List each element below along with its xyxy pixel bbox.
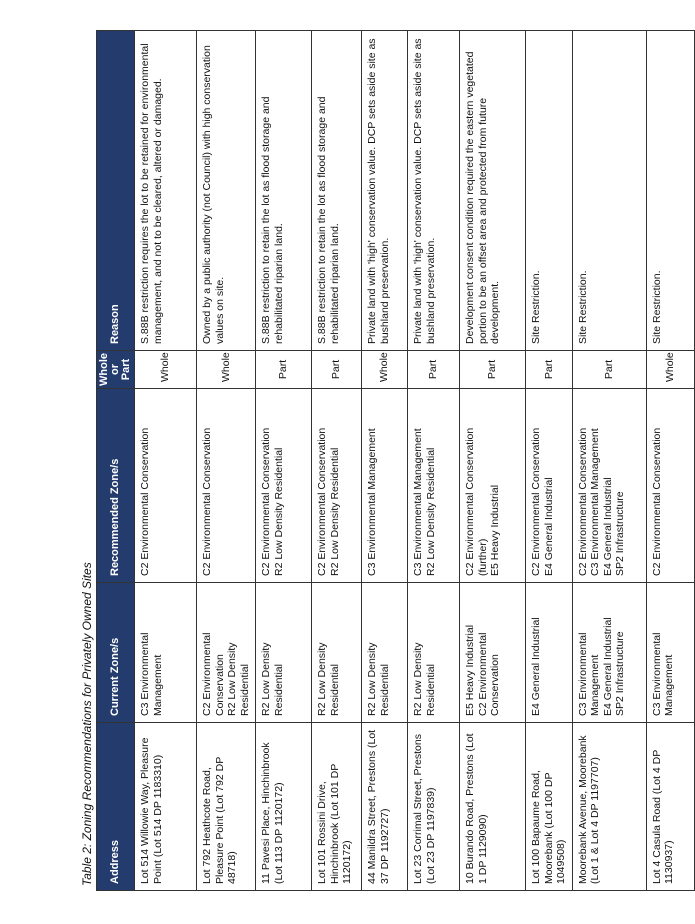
whole-or-part-cell: Part — [526, 351, 573, 389]
table-row — [362, 31, 408, 891]
address-cell: 44 Manildra Street, Prestons (Lot 37 DP 1192727) — [362, 723, 408, 891]
recommended-zones-cell — [197, 389, 256, 583]
zone-line: C3 Environmental Management — [576, 632, 601, 716]
reason-cell: Development consent condition required the eastern vegetated portion to be an offset area and protected from future development. — [460, 31, 526, 351]
current-zones-cell — [408, 583, 460, 723]
header-recommended-zones: Recommended Zone/s — [97, 389, 135, 583]
recommended-zones-cell — [256, 389, 312, 583]
zone-line: R2 Low Density Residential — [412, 642, 437, 716]
whole-or-part-cell: Whole — [646, 351, 694, 389]
zone-line: E4 General Industrial — [601, 617, 614, 716]
zoning-table — [96, 30, 695, 891]
zone-line: C2 Environmental Conservation (further) — [464, 427, 489, 576]
zone-line: C3 Environmental Management — [366, 428, 378, 576]
zone-line: C3 Environmental Management — [139, 632, 164, 716]
whole-or-part-cell: Whole — [135, 351, 197, 389]
header-whole-or-part — [97, 351, 135, 389]
table-caption: Table 2: Zoning Recommendations for Privately Owned Sites — [80, 562, 94, 886]
recommended-zones-cell — [572, 389, 646, 583]
current-zones-cell — [135, 583, 197, 723]
current-zones-cell — [572, 583, 646, 723]
whole-or-part-cell: Part — [572, 351, 646, 389]
reason-cell: Private land with 'high' conservation value. DCP sets aside site as bushland preservation. — [362, 31, 408, 351]
table-row — [646, 31, 694, 891]
current-zones-cell — [646, 583, 694, 723]
zone-line: C2 Environmental Conservation — [530, 427, 542, 576]
zone-line: C3 Environmental Management — [412, 428, 424, 576]
reason-cell: Private land with 'high' conservation value. DCP sets aside site as bushland preservation. — [408, 31, 460, 351]
zone-line: R2 Low Density Residential — [226, 642, 251, 716]
table-row — [312, 31, 362, 891]
zone-line: C3 Environmental Management — [589, 428, 601, 576]
reason-cell: Site Restriction. — [526, 31, 573, 351]
whole-or-part-cell: Part — [408, 351, 460, 389]
recommended-zones-cell — [362, 389, 408, 583]
zone-line: C3 Environmental Management — [650, 632, 675, 716]
address-cell: 10 Burando Road, Prestons (Lot 1 DP 1129090) — [460, 723, 526, 891]
address-cell: Moorebank Avenue, Moorebank (Lot 1 & Lot 4 DP 1197707) — [572, 723, 646, 891]
zone-line: E5 Heavy Industrial — [464, 624, 476, 716]
zone-line: C2 Environmental Conservation — [260, 427, 272, 576]
recommended-zones-cell — [526, 389, 573, 583]
recommended-zones-cell — [460, 389, 526, 583]
recommended-zones-cell — [312, 389, 362, 583]
zone-line: C2 Environmental Conservation — [476, 632, 501, 716]
current-zones-cell — [362, 583, 408, 723]
current-zones-cell — [460, 583, 526, 723]
recommended-zones-cell — [408, 389, 460, 583]
table-row — [197, 31, 256, 891]
reason-cell: S.88B restriction to retain the lot as flood storage and rehabilitated riparian land. — [256, 31, 312, 351]
zone-line: C2 Environmental Conservation — [201, 427, 213, 576]
recommended-zones-cell — [135, 389, 197, 583]
current-zones-cell — [256, 583, 312, 723]
whole-or-part-cell: Part — [312, 351, 362, 389]
table-row — [408, 31, 460, 891]
header-current-zones: Current Zone/s — [97, 583, 135, 723]
zone-line: C2 Environmental Conservation — [139, 427, 151, 576]
zone-line: SP2 Infrastructure — [614, 631, 626, 716]
zone-line: E4 General Industrial — [530, 617, 542, 716]
whole-or-part-cell: Part — [256, 351, 312, 389]
zone-line: R2 Low Density Residential — [260, 642, 285, 716]
header-part-line1: Whole or — [98, 353, 121, 386]
current-zones-cell — [526, 583, 573, 723]
reason-cell: S.88B restriction requires the lot to be retained for environmental management, and not to be cleared, altered or damaged. — [135, 31, 197, 351]
whole-or-part-cell: Whole — [362, 351, 408, 389]
table-row — [572, 31, 646, 891]
zone-line: SP2 Infrastructure — [614, 491, 626, 576]
table-row — [526, 31, 573, 891]
address-cell: Lot 792 Heathcote Road, Pleasure Point (Lot 792 DP 48718) — [197, 723, 256, 891]
table-body — [135, 31, 695, 891]
current-zones-cell — [312, 583, 362, 723]
zone-line: R2 Low Density Residential — [366, 642, 391, 716]
zone-line: E4 General Industrial — [601, 477, 614, 576]
zone-line: C2 Environmental Conservation — [201, 632, 226, 716]
address-cell: Lot 514 Willowie Way, Pleasure Point (Lot 514 DP 1183310) — [135, 723, 197, 891]
zone-line: E4 General Industrial — [542, 477, 555, 576]
address-cell: Lot 100 Bapaume Road, Moorebank (Lot 100 DP 1049508) — [526, 723, 573, 891]
zone-line: C2 Environmental Conservation — [316, 427, 328, 576]
reason-cell: Site Restriction. — [646, 31, 694, 351]
zone-line: C2 Environmental Conservation — [576, 427, 589, 576]
whole-or-part-cell: Part — [460, 351, 526, 389]
current-zones-cell — [197, 583, 256, 723]
zone-line: R2 Low Density Residential — [424, 447, 437, 576]
zone-line: C2 Environmental Conservation — [650, 427, 663, 576]
reason-cell: Owned by a public authority (not Council) with high conservation values on site. — [197, 31, 256, 351]
address-cell: Lot 101 Rossini Drive, Hinchinbrook (Lot 101 DP 1120172) — [312, 723, 362, 891]
table-header-row — [97, 31, 135, 891]
header-reason: Reason — [97, 31, 135, 351]
whole-or-part-cell: Whole — [197, 351, 256, 389]
table-row — [460, 31, 526, 891]
zone-line: R2 Low Density Residential — [328, 447, 341, 576]
header-address: Address — [97, 723, 135, 891]
header-part-line2: Part — [120, 358, 132, 381]
reason-cell: S.88B restriction to retain the lot as flood storage and rehabilitated riparian land. — [312, 31, 362, 351]
zone-line: R2 Low Density Residential — [272, 447, 285, 576]
zone-line: R2 Low Density Residential — [316, 642, 341, 716]
reason-cell: Site Restriction. — [572, 31, 646, 351]
table-row — [256, 31, 312, 891]
address-cell: Lot 23 Corrimal Street, Prestons (Lot 23 DP 1197839) — [408, 723, 460, 891]
recommended-zones-cell — [646, 389, 694, 583]
table-row — [135, 31, 197, 891]
address-cell: Lot 4 Casula Road (Lot 4 DP 1130937) — [646, 723, 694, 891]
address-cell: 11 Pavesi Place, Hinchinbrook (Lot 113 DP 1120172) — [256, 723, 312, 891]
zone-line: E5 Heavy Industrial — [489, 484, 501, 576]
